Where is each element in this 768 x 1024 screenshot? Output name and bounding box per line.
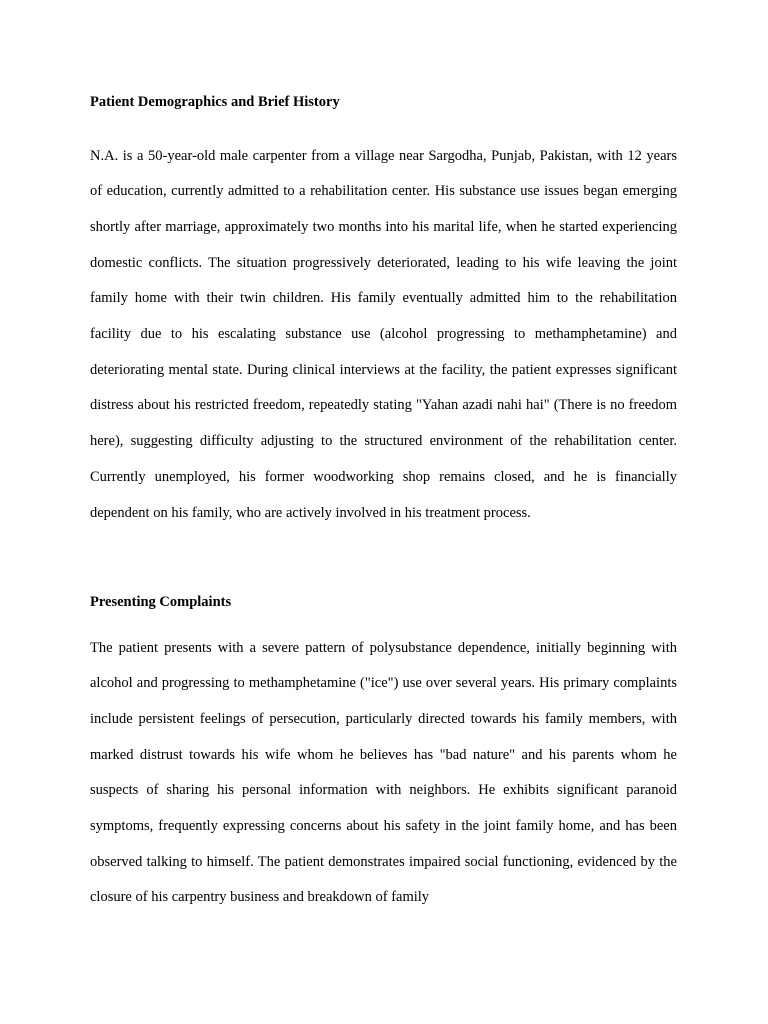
document-page [90, 0, 677, 1024]
section-heading-demographics: Patient Demographics and Brief History [90, 94, 340, 110]
section-body-presenting-complaints: The patient presents with a severe pattern of polysubstance dependence, initially beginning with alcohol and progressing to methamphetamine ("ice") use over several years. His primary complaints include persistent feelings of persecution, particularly directed towards his family members, with marked distrust towards his wife whom he believes has "bad nature" and his parents whom he suspects of sharing his personal information with neighbors. He exhibits significant paranoid symptoms, frequently expressing concerns about his safety in the joint family home, and has been observed talking to himself. The patient demonstrates impaired social functioning, evidenced by the closure of his carpentry business and breakdown of family [90, 639, 677, 906]
section-body-demographics: N.A. is a 50-year-old male carpenter from a village near Sargodha, Punjab, Pakistan, with 12 years of education, currently admitted to a rehabilitation center. His substance use issues began emerging shortly after marriage, approximately two months into his marital life, when he started experiencing domestic conflicts. The situation progressively deteriorated, leading to his wife leaving the joint family home with their twin children. His family eventually admitted him to the rehabilitation facility due to his escalating substance use (alcohol progressing to methamphetamine) and deteriorating mental state. During clinical interviews at the facility, the patient expresses significant distress about his restricted freedom, repeatedly stating "Yahan azadi nahi hai" (There is no freedom here), suggesting difficulty adjusting to the structured environment of the rehabilitation center. Currently unemployed, his former woodworking shop remains closed, and he is financially dependent on his family, who are actively involved in his treatment process. [90, 147, 677, 521]
section-heading-presenting-complaints: Presenting Complaints [90, 594, 232, 610]
